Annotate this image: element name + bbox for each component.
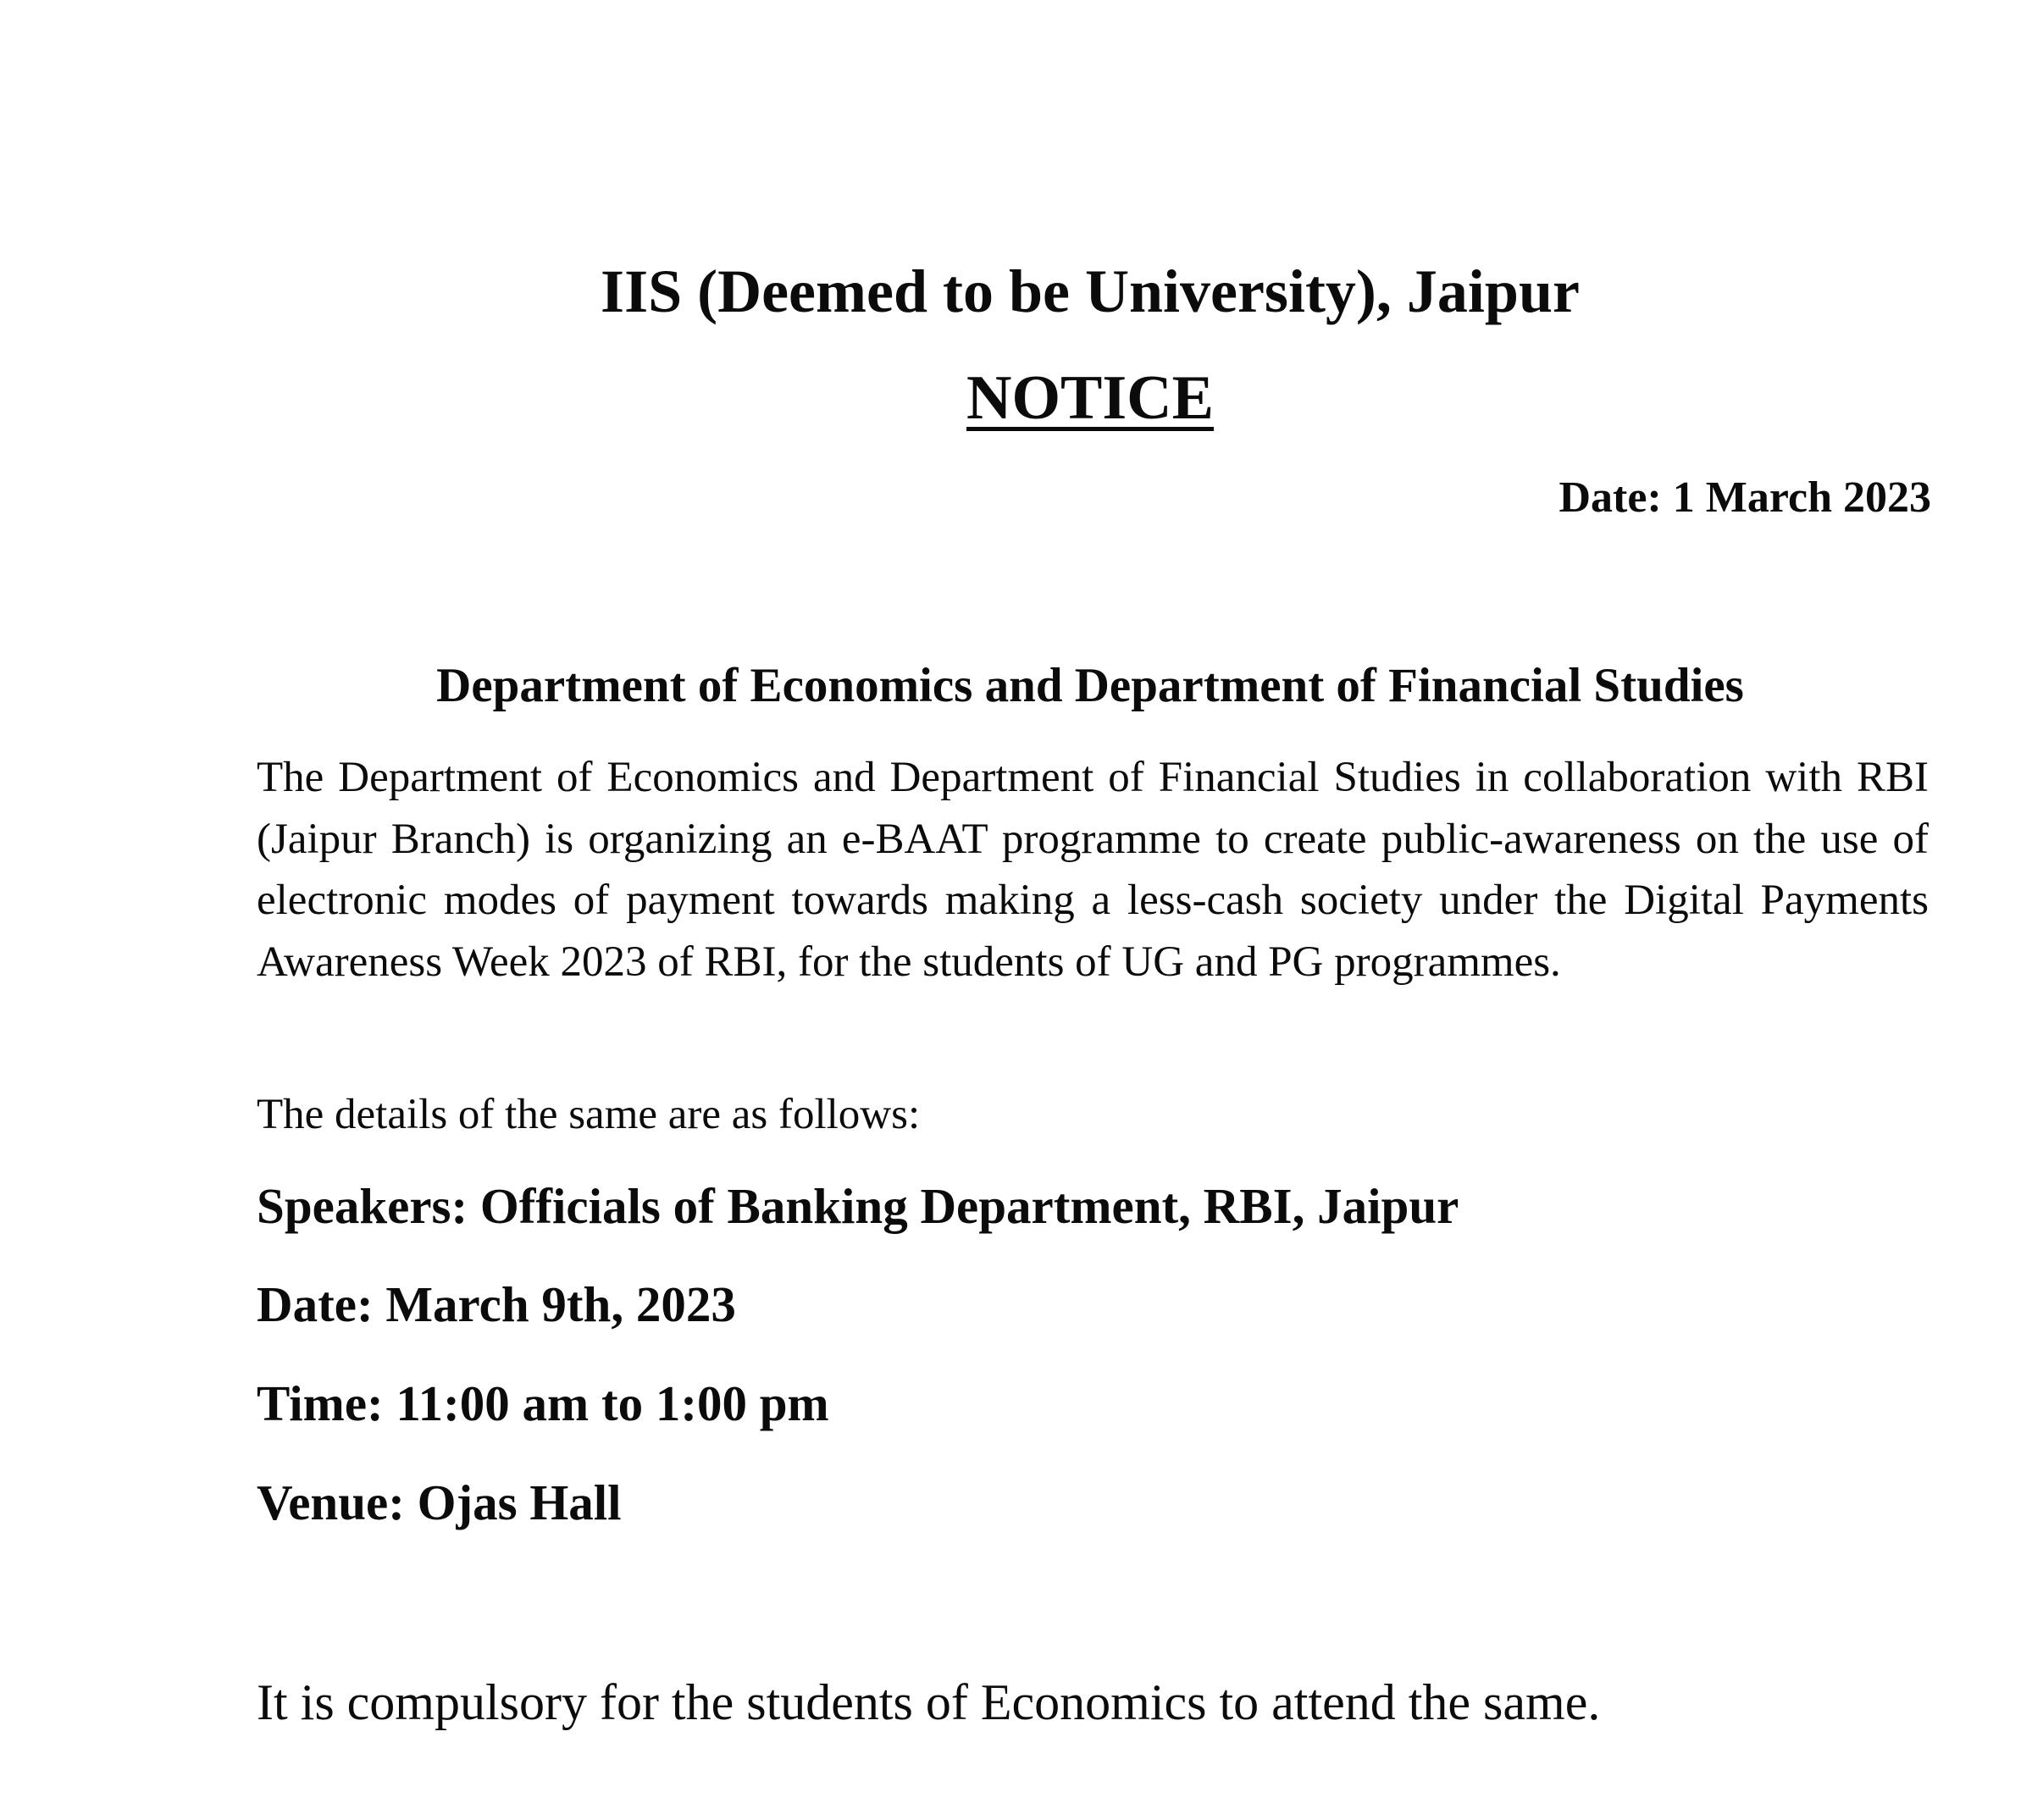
detail-date: Date: March 9th, 2023	[257, 1276, 736, 1332]
detail-venue: Venue: Ojas Hall	[257, 1474, 622, 1530]
university-name: IIS (Deemed to be University), Jaipur	[601, 257, 1580, 325]
intro-paragraph: The Department of Economics and Department of Financial Studies in collaboration with RBI (Jaipur Branch) is organizing an e-BAAT programme to create public-awareness on the use of electronic modes of payment towards making a less-cash society under the Digital Payments Awareness Week 2023 of RBI, for the students of UG and PG programmes.	[257, 754, 1929, 986]
details-intro: The details of the same are as follows:	[257, 1091, 921, 1138]
closing-note: It is compulsory for the students of Economics to attend the same.	[257, 1674, 1601, 1730]
detail-time: Time: 11:00 am to 1:00 pm	[257, 1375, 829, 1431]
notice-date: Date: 1 March 2023	[1559, 473, 1931, 522]
notice-title: NOTICE	[966, 363, 1214, 433]
detail-speakers: Speakers: Officials of Banking Department, RBI, Jaipur	[257, 1178, 1459, 1234]
department-heading: Department of Economics and Department of Financial Studies	[436, 659, 1744, 712]
